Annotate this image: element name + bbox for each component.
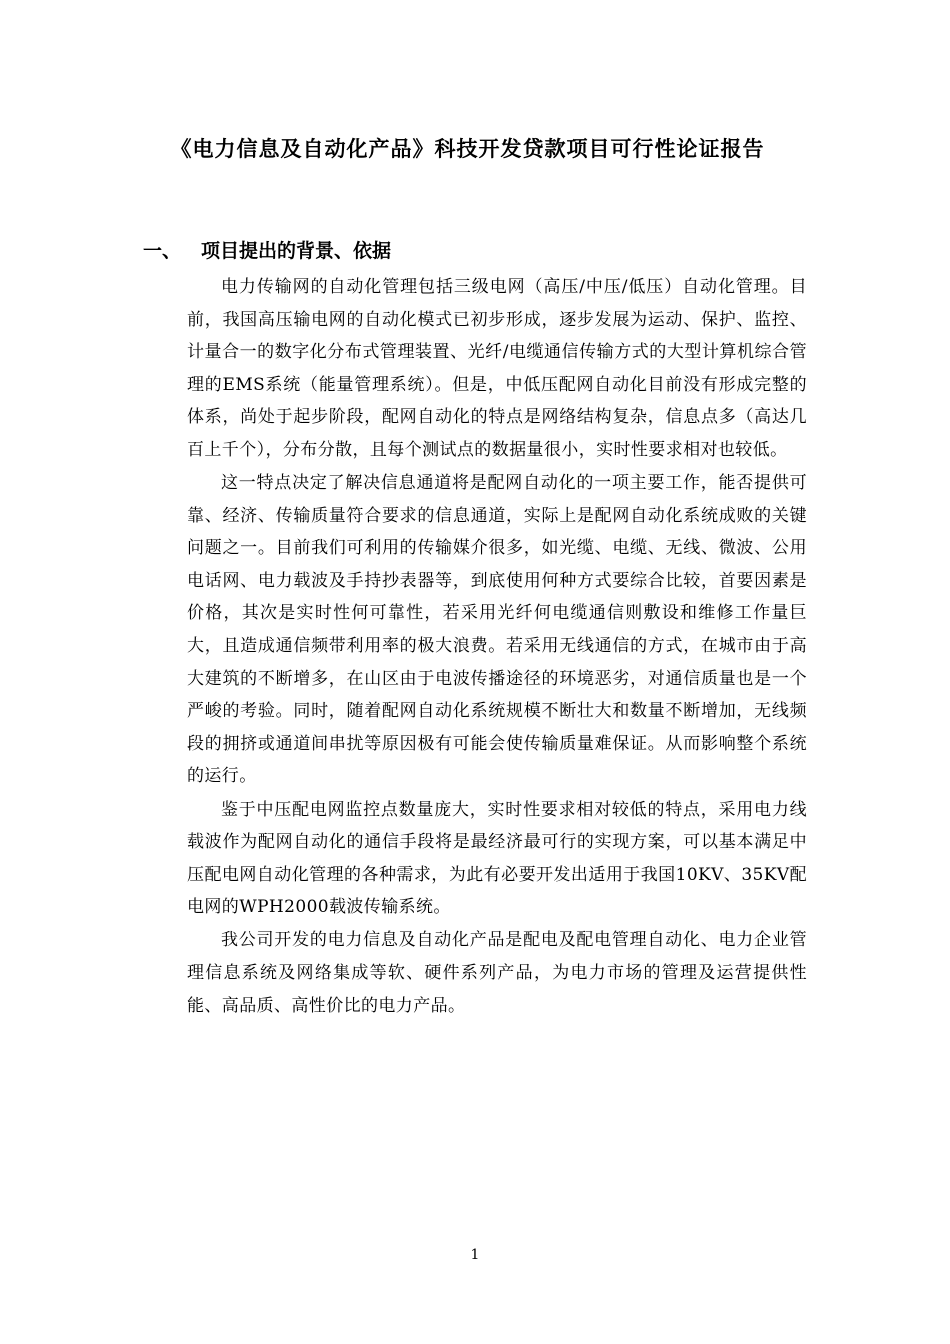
- section-heading: [143, 236, 391, 263]
- body-text: [187, 271, 807, 1023]
- page-number: 1: [470, 1247, 480, 1263]
- paragraph: 我公司开发的电力信息及自动化产品是配电及配电管理自动化、电力企业管理信息系统及网络集成等软、硬件系列产品，为电力市场的管理及运营提供性能、高品质、高性价比的电力产品。: [187, 930, 807, 1016]
- paragraph: 鉴于中压配电网监控点数量庞大，实时性要求相对较低的特点，采用电力线载波作为配网自动化的通信手段将是最经济最可行的实现方案，可以基本满足中压配电网自动化管理的各种需求，为此有必要开发出适用于我国10KV、35KV配电网的WPH2000载波传输系统。: [187, 799, 807, 918]
- section-title: 项目提出的背景、依据: [201, 240, 392, 262]
- document-title: 《电力信息及自动化产品》科技开发贷款项目可行性论证报告: [170, 136, 765, 161]
- section-number: 一、: [143, 240, 182, 262]
- paragraph: 这一特点决定了解决信息通道将是配网自动化的一项主要工作，能否提供可靠、经济、传输质量符合要求的信息通道，实际上是配网自动化系统成败的关键问题之一。目前我们可利用的传输媒介很多，如光缆、电缆、无线、微波、公用电话网、电力载波及手持抄表器等，到底使用何种方式要综合比较，首要因素是价格，其次是实时性何可靠性，若采用光纤何电缆通信则敷设和维修工作量巨大，且造成通信频带利用率的极大浪费。若采用无线通信的方式，在城市由于高大建筑的不断增多，在山区由于电波传播途径的环境恶劣，对通信质量也是一个严峻的考验。同时，随着配网自动化系统规模不断壮大和数量不断增加，无线频段的拥挤或通道间串扰等原因极有可能会使传输质量难保证。从而影响整个系统的运行。: [187, 473, 807, 787]
- paragraph: 电力传输网的自动化管理包括三级电网（高压/中压/低压）自动化管理。目前，我国高压输电网的自动化模式已初步形成，逐步发展为运动、保护、监控、计量合一的数字化分布式管理装置、光纤/电缆通信传输方式的大型计算机综合管理的EMS系统（能量管理系统）。但是，中低压配网自动化目前没有形成完整的体系，尚处于起步阶段，配网自动化的特点是网络结构复杂，信息点多（高达几百上千个），分布分散，且每个测试点的数据量很小，实时性要求相对也较低。: [187, 277, 807, 460]
